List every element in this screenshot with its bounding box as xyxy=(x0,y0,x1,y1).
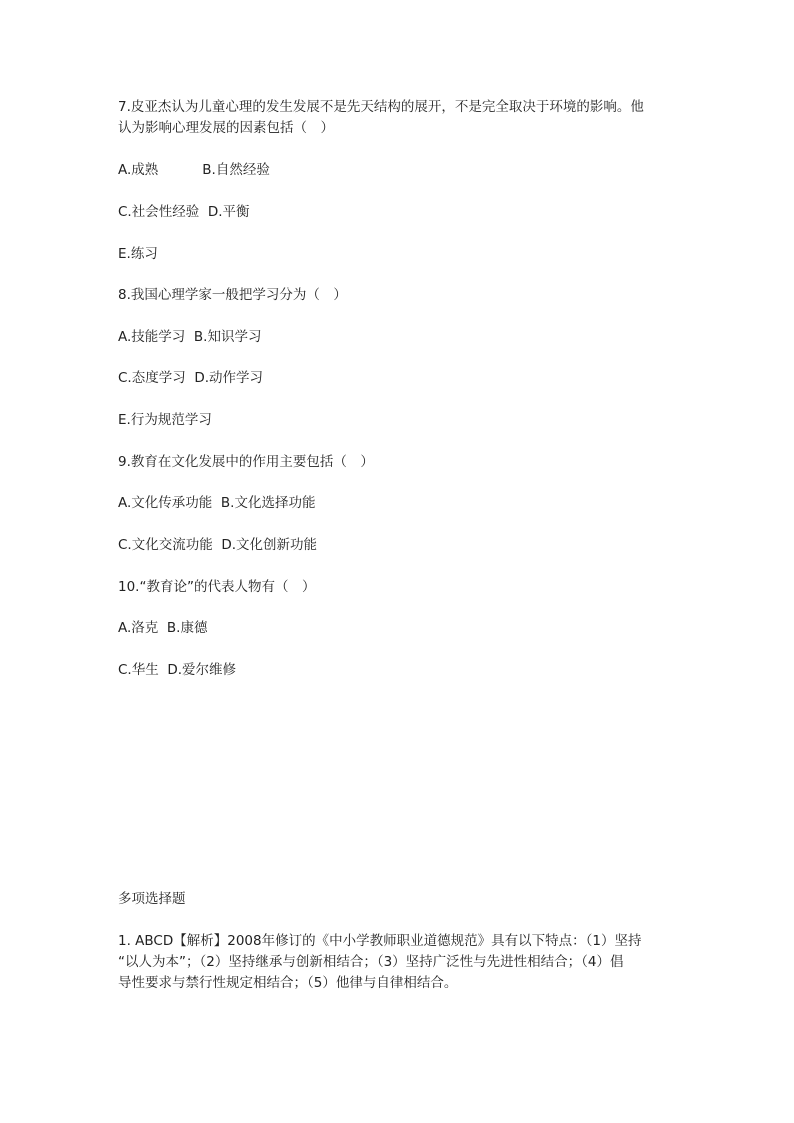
question-7-options-row1 xyxy=(118,160,270,180)
question-9-options-row2 xyxy=(118,535,317,555)
answer-1-line1: 1. ABCD【解析】2008年修订的《中小学教师职业道德规范》具有以下特点：（1）坚持 xyxy=(118,933,642,949)
question-8-options-row2 xyxy=(118,368,263,388)
question-7-stem-line2: 认为影响心理发展的因素包括（ ） xyxy=(118,120,334,136)
option-b: B.文化选择功能 xyxy=(220,495,316,511)
question-8-option-e: E.行为规范学习 xyxy=(118,412,212,428)
question-8-stem: 8.我国心理学家一般把学习分为（ ） xyxy=(118,287,347,303)
question-10-options-row2 xyxy=(118,660,236,680)
answer-1-line3: 导性要求与禁行性规定相结合；（5）他律与自律相结合。 xyxy=(118,975,458,991)
question-10-options-row1 xyxy=(118,618,207,638)
option-a: A.成熟 xyxy=(118,162,159,178)
option-d: D.动作学习 xyxy=(194,370,263,386)
option-c: C.态度学习 xyxy=(118,370,186,386)
question-8-options-row1 xyxy=(118,327,261,347)
question-10-stem: 10.“教育论”的代表人物有（ ） xyxy=(118,579,316,595)
option-a: A.文化传承功能 xyxy=(118,495,213,511)
option-c: C.文化交流功能 xyxy=(118,537,213,553)
option-d: D.平衡 xyxy=(207,204,250,220)
option-a: A.洛克 xyxy=(118,620,159,636)
question-7-option-e: E.练习 xyxy=(118,246,158,262)
question-7-options-row2 xyxy=(118,202,250,222)
option-d: D.爱尔维修 xyxy=(167,662,236,678)
option-c: C.社会性经验 xyxy=(118,204,200,220)
option-c: C.华生 xyxy=(118,662,159,678)
question-7-stem-line1: 7.皮亚杰认为儿童心理的发生发展不是先天结构的展开，不是完全取决于环境的影响。他 xyxy=(118,99,644,115)
option-a: A.技能学习 xyxy=(118,329,186,345)
option-d: D.文化创新功能 xyxy=(221,537,317,553)
question-9-stem: 9.教育在文化发展中的作用主要包括（ ） xyxy=(118,454,374,470)
question-9-options-row1 xyxy=(118,493,315,513)
option-b: B.自然经验 xyxy=(202,162,270,178)
answers-section-title: 多项选择题 xyxy=(118,891,186,907)
answer-1-line2: “以人为本”；（2）坚持继承与创新相结合；（3）坚持广泛性与先进性相结合；（4）倡 xyxy=(118,954,624,970)
option-b: B.知识学习 xyxy=(193,329,262,345)
option-b: B.康德 xyxy=(166,620,208,636)
